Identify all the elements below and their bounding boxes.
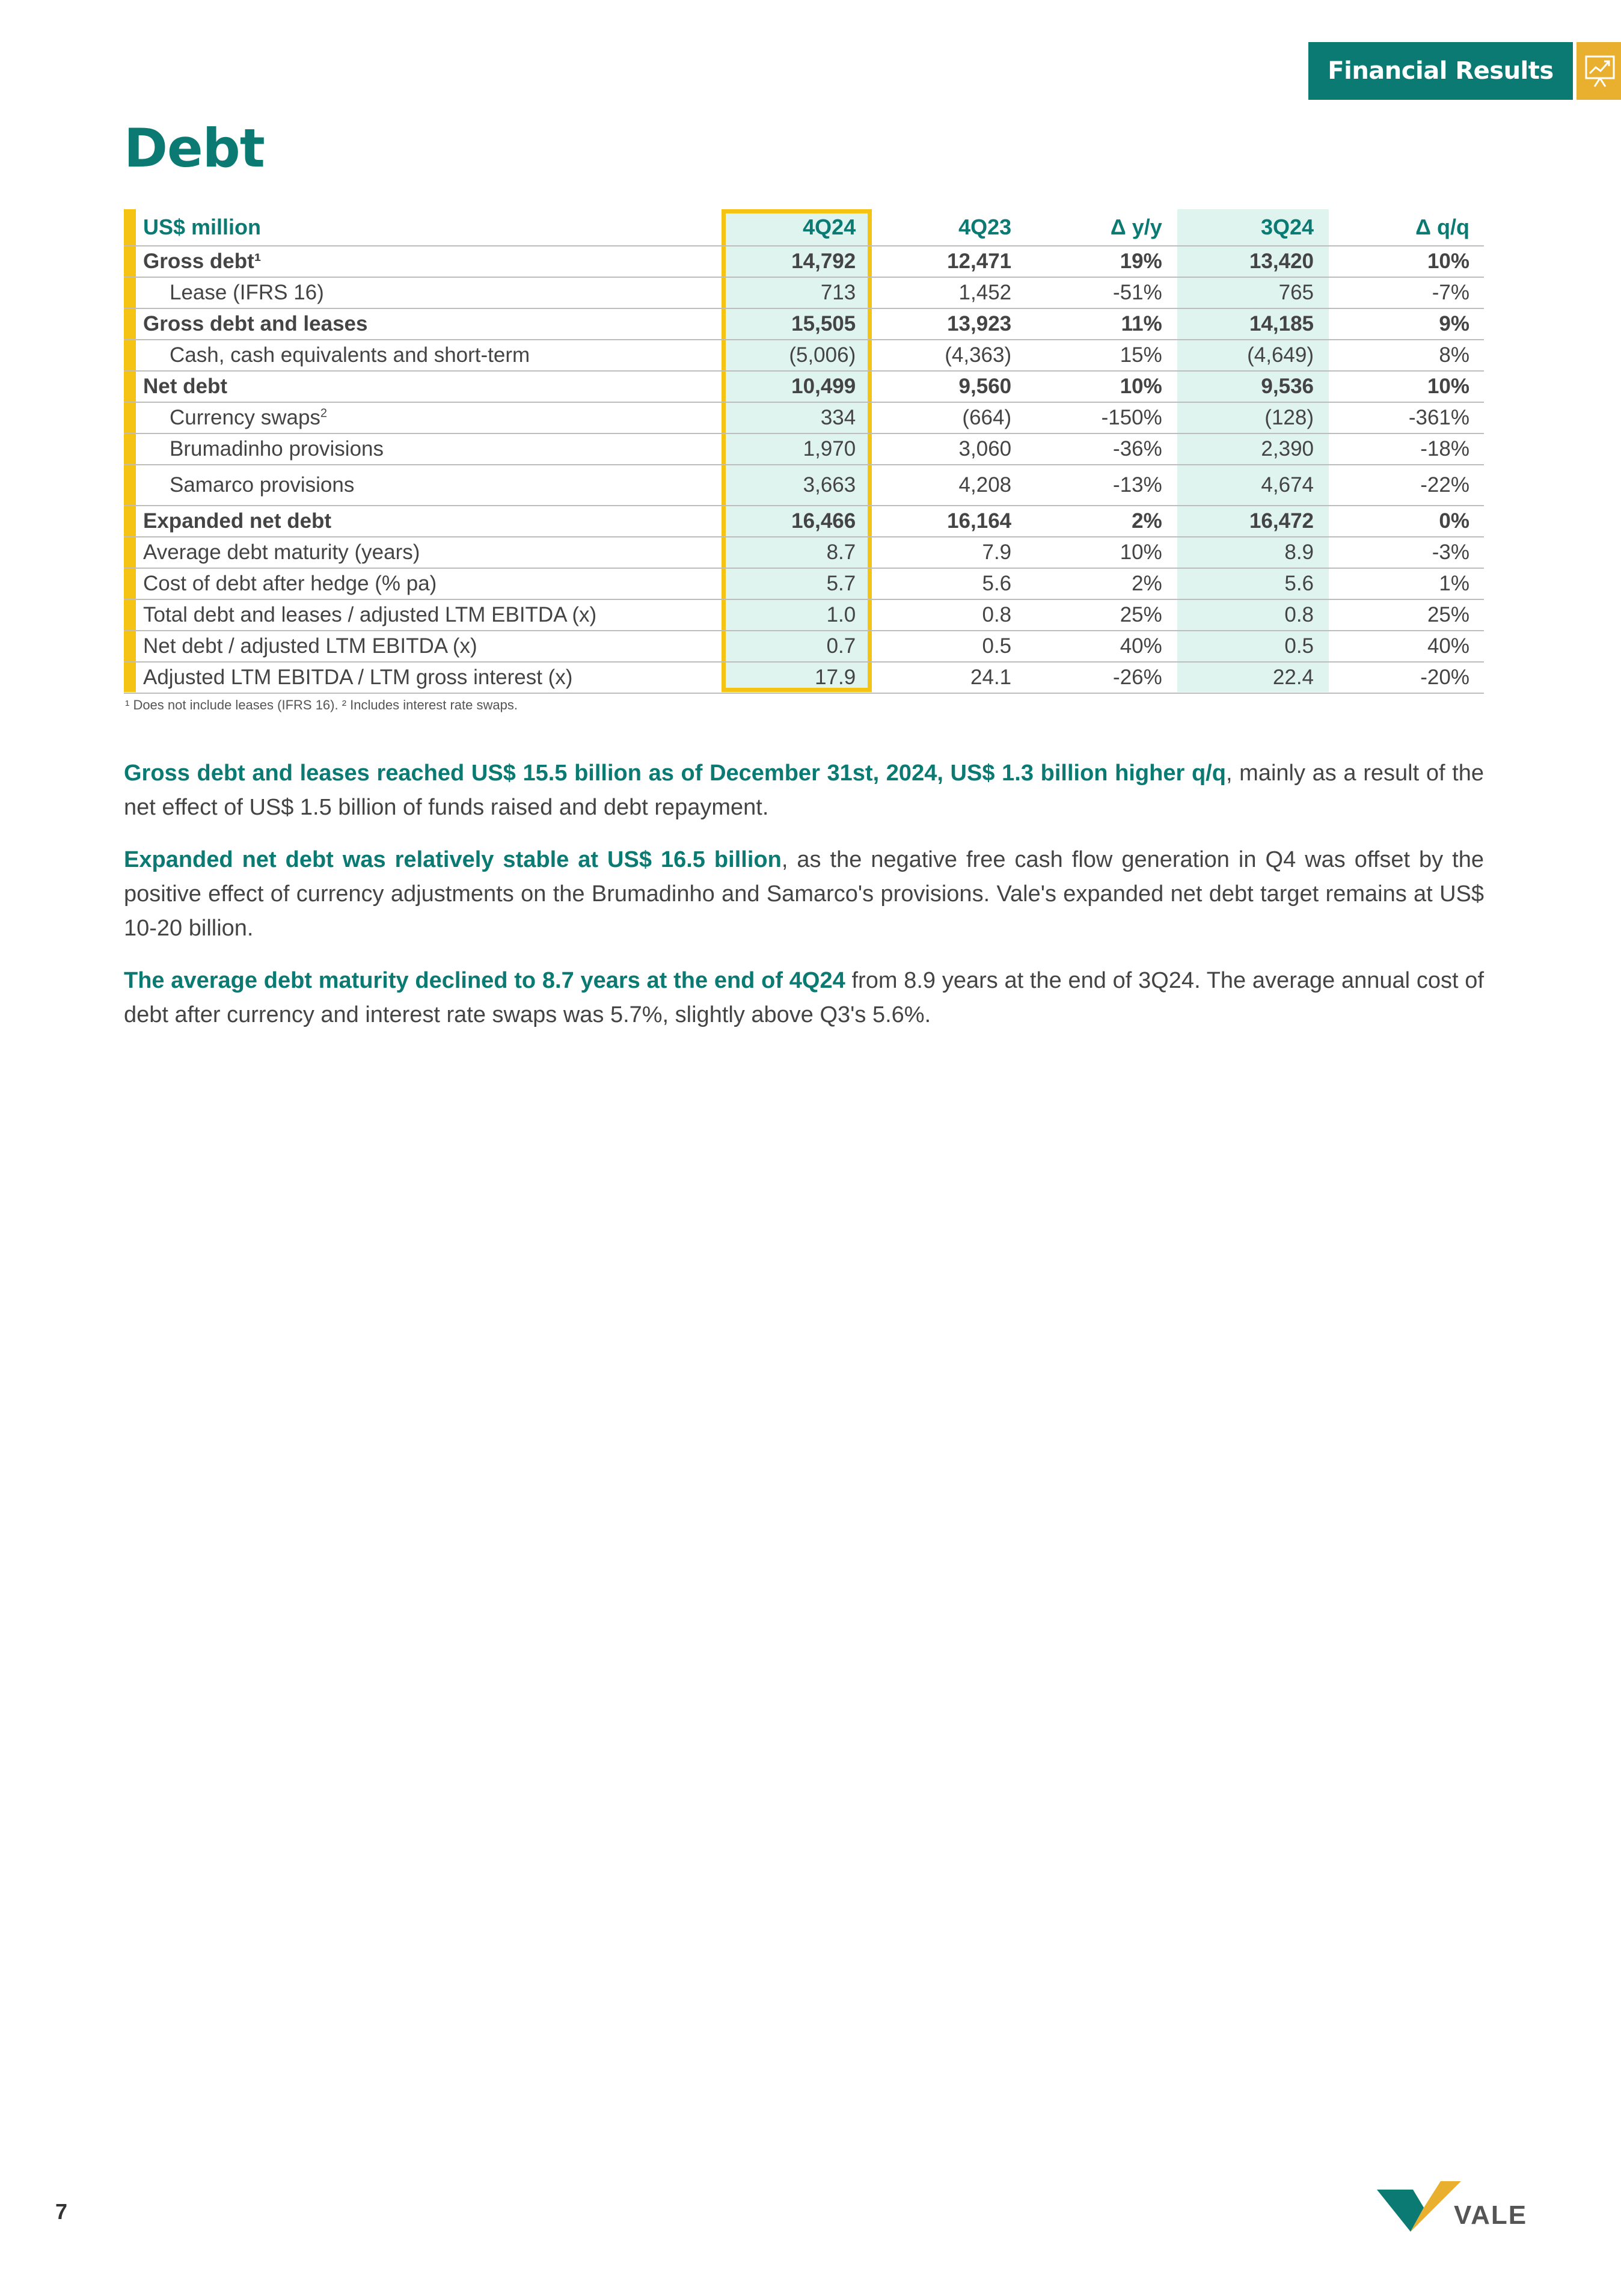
cell: 24.1 (870, 662, 1026, 693)
table-row (124, 308, 1484, 340)
cell: 15,505 (720, 308, 871, 340)
table-row (124, 631, 1484, 662)
cell: 9,560 (870, 371, 1026, 402)
paragraph-highlight: The average debt maturity declined to 8.7 years at the end of 4Q24 (124, 968, 845, 993)
table-row (124, 340, 1484, 371)
cell: 40% (1328, 631, 1484, 662)
paragraph-text: , mainly as a result of the net effect of US$ 1.5 billion of funds raised and debt repayment. (124, 761, 1484, 820)
paragraph-text: , as the negative free cash flow generation in Q4 was offset by the positive effect of currency adjustments on the Brumadinho and Samarco's provisions. Vale's expanded net debt target remains at US$ 10-20 billion. (124, 847, 1485, 941)
cell: -22% (1328, 465, 1484, 506)
cell: 3,060 (870, 433, 1026, 465)
chart-trend-icon (1577, 42, 1621, 100)
cell: 2% (1026, 506, 1177, 537)
row-label: Total debt and leases / adjusted LTM EBITDA (x) (124, 599, 720, 631)
cell: -20% (1328, 662, 1484, 693)
cell: 11% (1026, 308, 1177, 340)
cell: -36% (1026, 433, 1177, 465)
table-row (124, 506, 1484, 537)
row-label: Cost of debt after hedge (% pa) (124, 568, 720, 599)
logo-text: VALE (1454, 2200, 1528, 2230)
cell: -26% (1026, 662, 1177, 693)
cell: 0.7 (720, 631, 871, 662)
cell: 2,390 (1177, 433, 1328, 465)
cell: 0.5 (870, 631, 1026, 662)
cell: 5.6 (870, 568, 1026, 599)
paragraph (124, 756, 1484, 825)
cell: 15% (1026, 340, 1177, 371)
table-row (124, 568, 1484, 599)
table-row (124, 433, 1484, 465)
cell: -3% (1328, 537, 1484, 568)
cell: (4,649) (1177, 340, 1328, 371)
cell: 22.4 (1177, 662, 1328, 693)
cell: -18% (1328, 433, 1484, 465)
paragraph (124, 964, 1484, 1032)
cell: 14,185 (1177, 308, 1328, 340)
cell: 2% (1026, 568, 1177, 599)
cell: 25% (1026, 599, 1177, 631)
cell: 16,466 (720, 506, 871, 537)
cell: 10,499 (720, 371, 871, 402)
row-label (124, 402, 720, 433)
page-title: Debt (124, 117, 265, 179)
row-label: Samarco provisions (124, 465, 720, 506)
cell: 1,970 (720, 433, 871, 465)
cell: 8% (1328, 340, 1484, 371)
paragraph-highlight: Expanded net debt was relatively stable at US$ 16.5 billion (124, 847, 782, 872)
table-row (124, 277, 1484, 308)
cell: 14,792 (720, 246, 871, 277)
cell: 13,420 (1177, 246, 1328, 277)
cell: 1% (1328, 568, 1484, 599)
cell: 1.0 (720, 599, 871, 631)
cell: 0% (1328, 506, 1484, 537)
page-number: 7 (55, 2199, 68, 2224)
cell: 13,923 (870, 308, 1026, 340)
table-footnote: ¹ Does not include leases (IFRS 16). ² Includes interest rate swaps. (125, 697, 518, 712)
column-header: US$ million (124, 209, 720, 246)
debt-table (124, 209, 1484, 694)
cell: 25% (1328, 599, 1484, 631)
row-label: Adjusted LTM EBITDA / LTM gross interest (x) (124, 662, 720, 693)
cell: -150% (1026, 402, 1177, 433)
column-header: 4Q24 (720, 209, 871, 246)
table-row (124, 465, 1484, 506)
column-header: 4Q23 (870, 209, 1026, 246)
paragraph-text: from 8.9 years at the end of 3Q24. The average annual cost of debt after currency and interest rate swaps was 5.7%, slightly above Q3's 5.6%. (124, 968, 1485, 1027)
cell: 10% (1328, 371, 1484, 402)
cell: 10% (1328, 246, 1484, 277)
column-header: Δ q/q (1328, 209, 1484, 246)
cell: 9,536 (1177, 371, 1328, 402)
row-label: Brumadinho provisions (124, 433, 720, 465)
cell: (664) (870, 402, 1026, 433)
row-label-text: Currency swaps (170, 406, 320, 429)
section-badge: Financial Results (1308, 42, 1573, 100)
table-header-row (124, 209, 1484, 246)
row-label: Cash, cash equivalents and short-term (124, 340, 720, 371)
cell: 334 (720, 402, 871, 433)
paragraph-highlight: Gross debt and leases reached US$ 15.5 billion as of December 31st, 2024, US$ 1.3 billion higher q/q (124, 761, 1226, 786)
cell: 16,164 (870, 506, 1026, 537)
cell: (4,363) (870, 340, 1026, 371)
table-row (124, 662, 1484, 693)
cell: 3,663 (720, 465, 871, 506)
table-row (124, 371, 1484, 402)
cell: 5.7 (720, 568, 871, 599)
cell: -7% (1328, 277, 1484, 308)
cell: 8.7 (720, 537, 871, 568)
cell: 9% (1328, 308, 1484, 340)
cell: 1,452 (870, 277, 1026, 308)
column-header: 3Q24 (1177, 209, 1328, 246)
cell: -51% (1026, 277, 1177, 308)
row-label: Net debt (124, 371, 720, 402)
table-row (124, 537, 1484, 568)
cell: 5.6 (1177, 568, 1328, 599)
column-header: Δ y/y (1026, 209, 1177, 246)
cell: 17.9 (720, 662, 871, 693)
row-label: Lease (IFRS 16) (124, 277, 720, 308)
cell: 40% (1026, 631, 1177, 662)
table-row (124, 402, 1484, 433)
cell: 7.9 (870, 537, 1026, 568)
paragraph (124, 843, 1484, 946)
cell: 12,471 (870, 246, 1026, 277)
cell: 10% (1026, 537, 1177, 568)
cell: 0.8 (870, 599, 1026, 631)
cell: (128) (1177, 402, 1328, 433)
cell: 0.5 (1177, 631, 1328, 662)
cell: 4,674 (1177, 465, 1328, 506)
cell: 19% (1026, 246, 1177, 277)
cell: 0.8 (1177, 599, 1328, 631)
cell: -361% (1328, 402, 1484, 433)
cell: (5,006) (720, 340, 871, 371)
cell: 765 (1177, 277, 1328, 308)
cell: 16,472 (1177, 506, 1328, 537)
body-text (124, 756, 1484, 1050)
row-label: Gross debt¹ (124, 246, 720, 277)
footnote-marker: 2 (320, 406, 328, 420)
cell: -13% (1026, 465, 1177, 506)
cell: 10% (1026, 371, 1177, 402)
cell: 713 (720, 277, 871, 308)
cell: 8.9 (1177, 537, 1328, 568)
table-row (124, 599, 1484, 631)
row-label: Gross debt and leases (124, 308, 720, 340)
row-label: Expanded net debt (124, 506, 720, 537)
row-label: Net debt / adjusted LTM EBITDA (x) (124, 631, 720, 662)
cell: 4,208 (870, 465, 1026, 506)
row-label: Average debt maturity (years) (124, 537, 720, 568)
table-row (124, 246, 1484, 277)
